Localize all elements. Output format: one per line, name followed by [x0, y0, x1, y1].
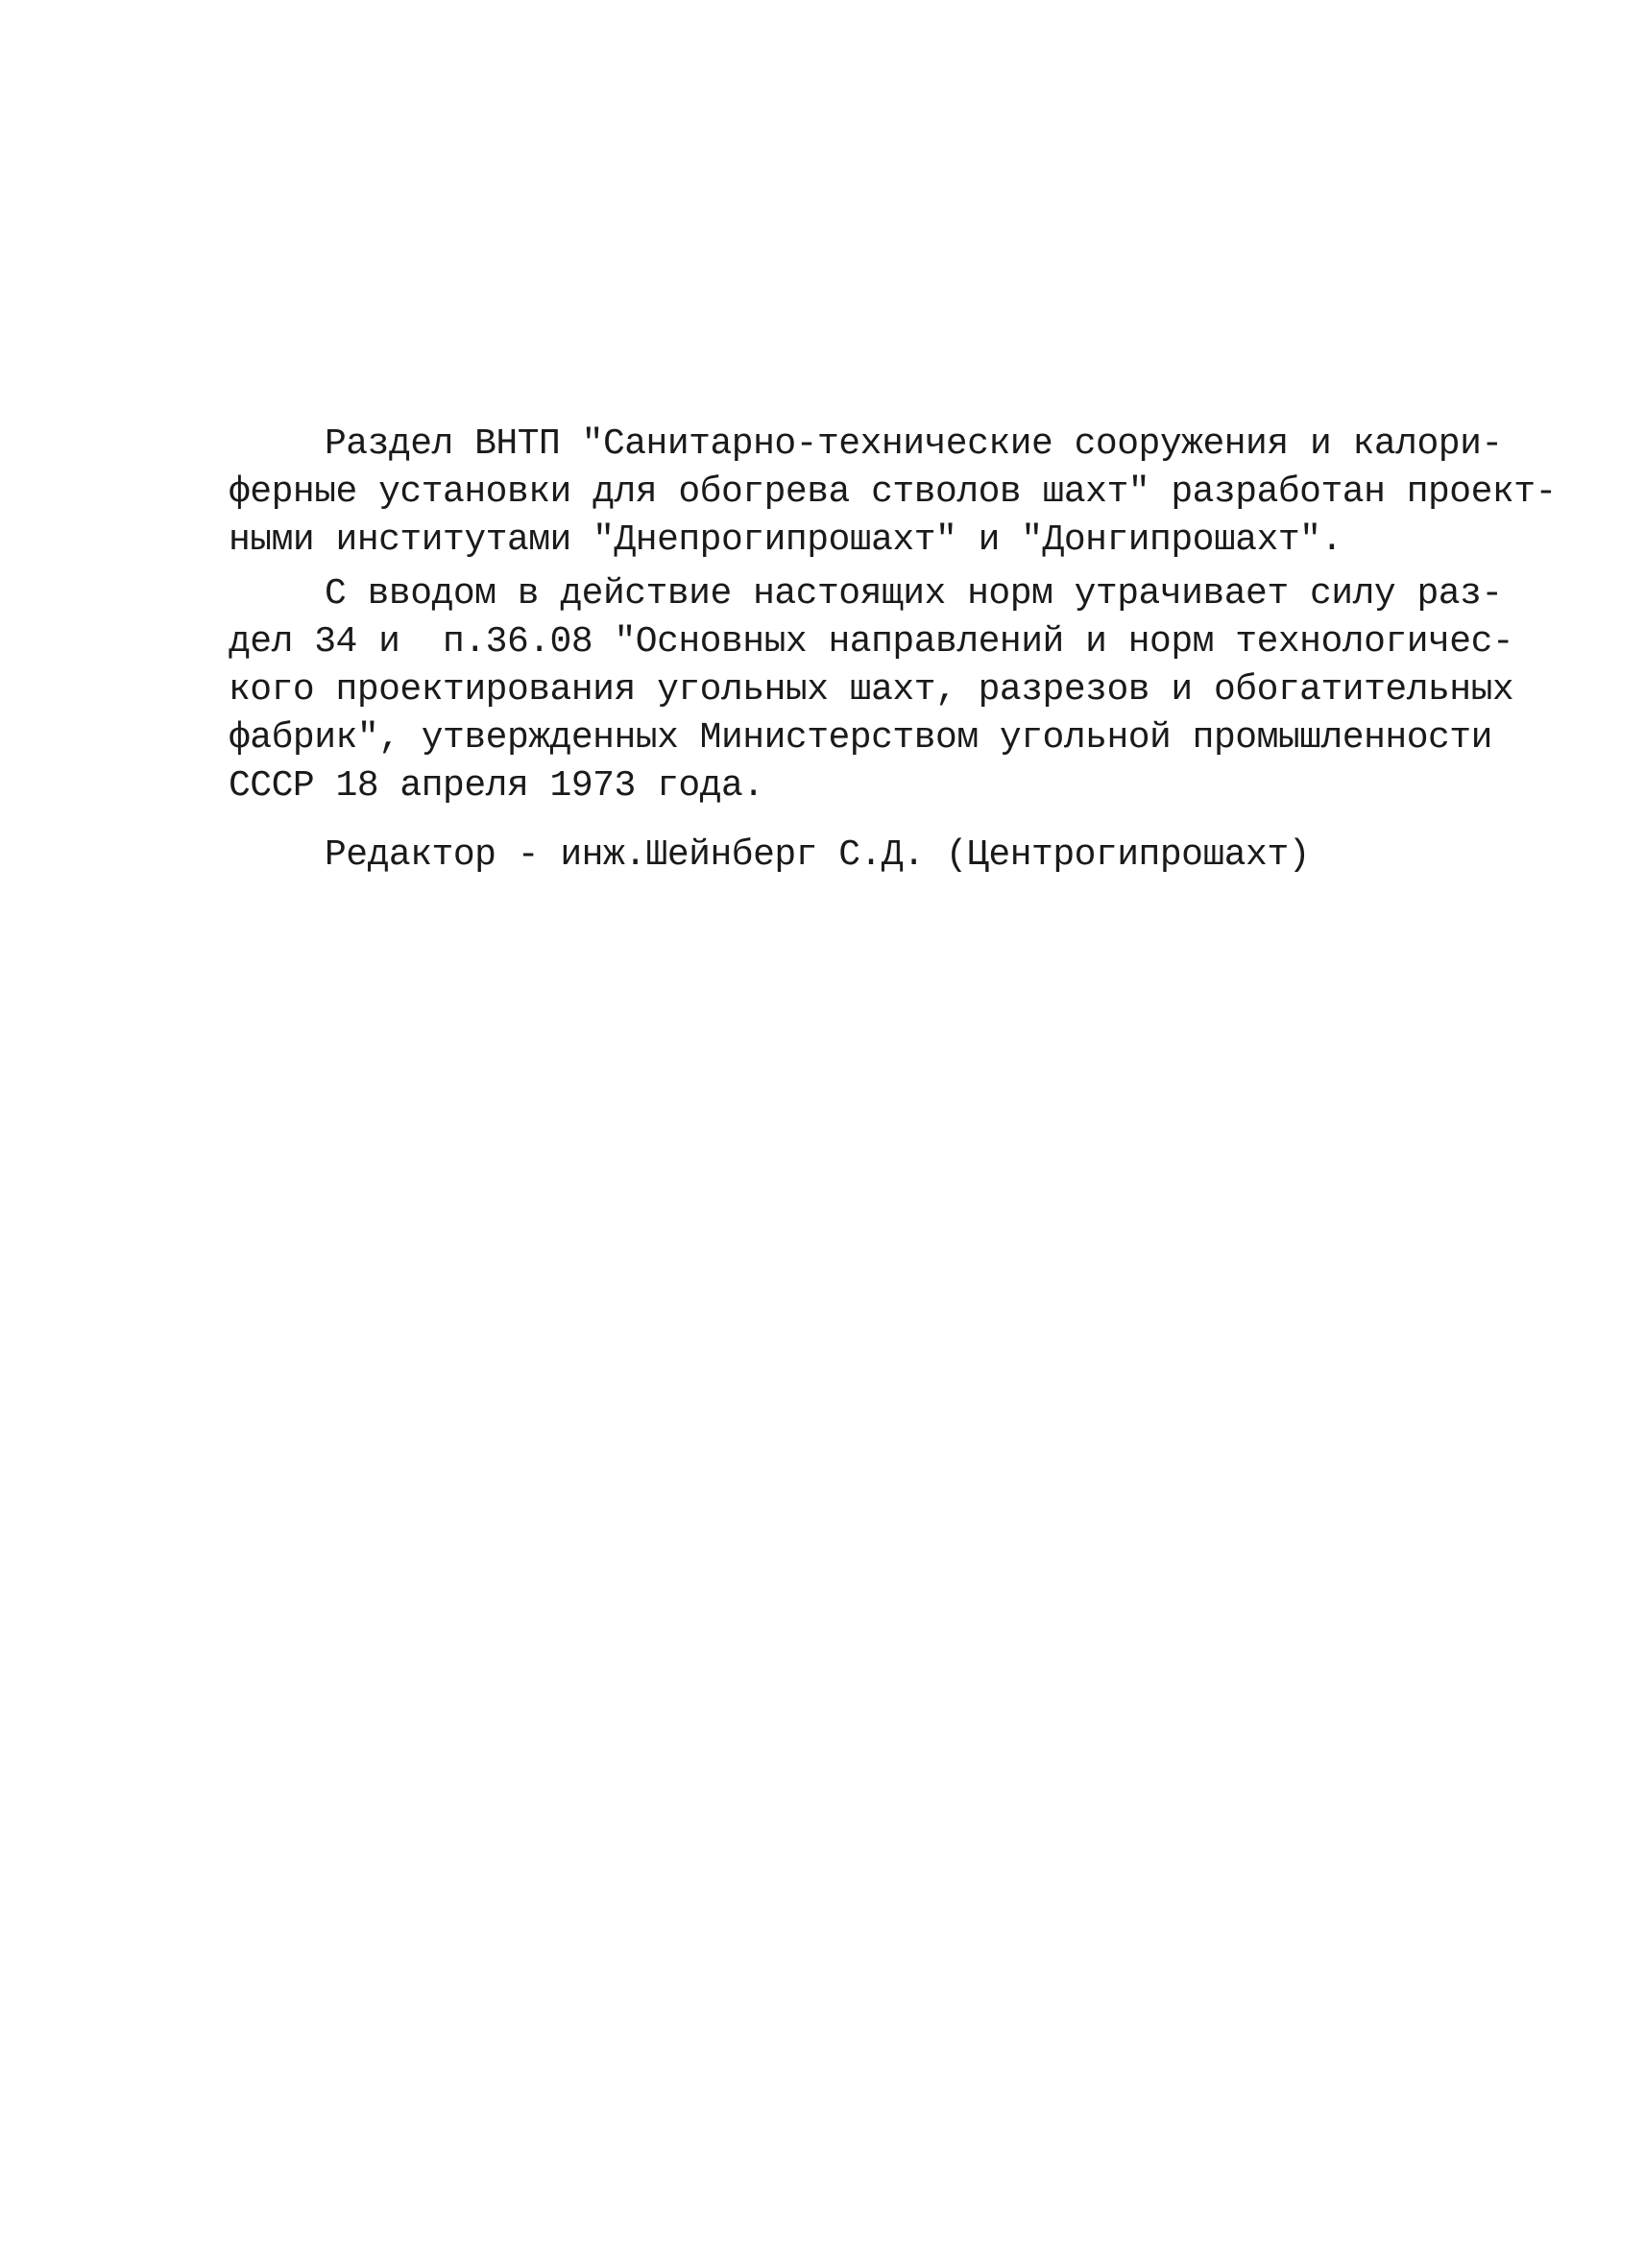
- paragraph-superseded-line-1: С вводом в действие настоящих норм утрачивает силу раз-: [325, 573, 1503, 615]
- editor-credit: [229, 832, 1458, 880]
- paragraph-authors-line-3: ными институтами "Днепрогипрошахт" и "Донгипрошахт".: [229, 519, 1343, 561]
- paragraph-authors-line-1: Раздел ВНТП "Санитарно-технические сооружения и калори-: [325, 423, 1503, 465]
- paragraph-superseded-line-5: СССР 18 апреля 1973 года.: [229, 765, 764, 807]
- paragraph-superseded: [229, 570, 1514, 810]
- paragraph-authors-line-2: ферные установки для обогрева стволов шахт" разработан проект-: [229, 471, 1557, 513]
- document-body: [229, 421, 1557, 880]
- editor-gap: [229, 810, 1458, 832]
- paragraph-authors: [229, 421, 1557, 565]
- paragraph-superseded-line-4: фабрик", утвержденных Министерством угольной промышленности: [229, 717, 1492, 759]
- paragraph-superseded-line-2: дел 34 и п.36.08 "Основных направлений и норм технологичес-: [229, 621, 1514, 663]
- editor-credit-line: Редактор - инж.Шейнберг С.Д. (Центрогипрошахт): [325, 834, 1310, 876]
- paragraph-superseded-line-3: кого проектирования угольных шахт, разрезов и обогатительных: [229, 669, 1514, 711]
